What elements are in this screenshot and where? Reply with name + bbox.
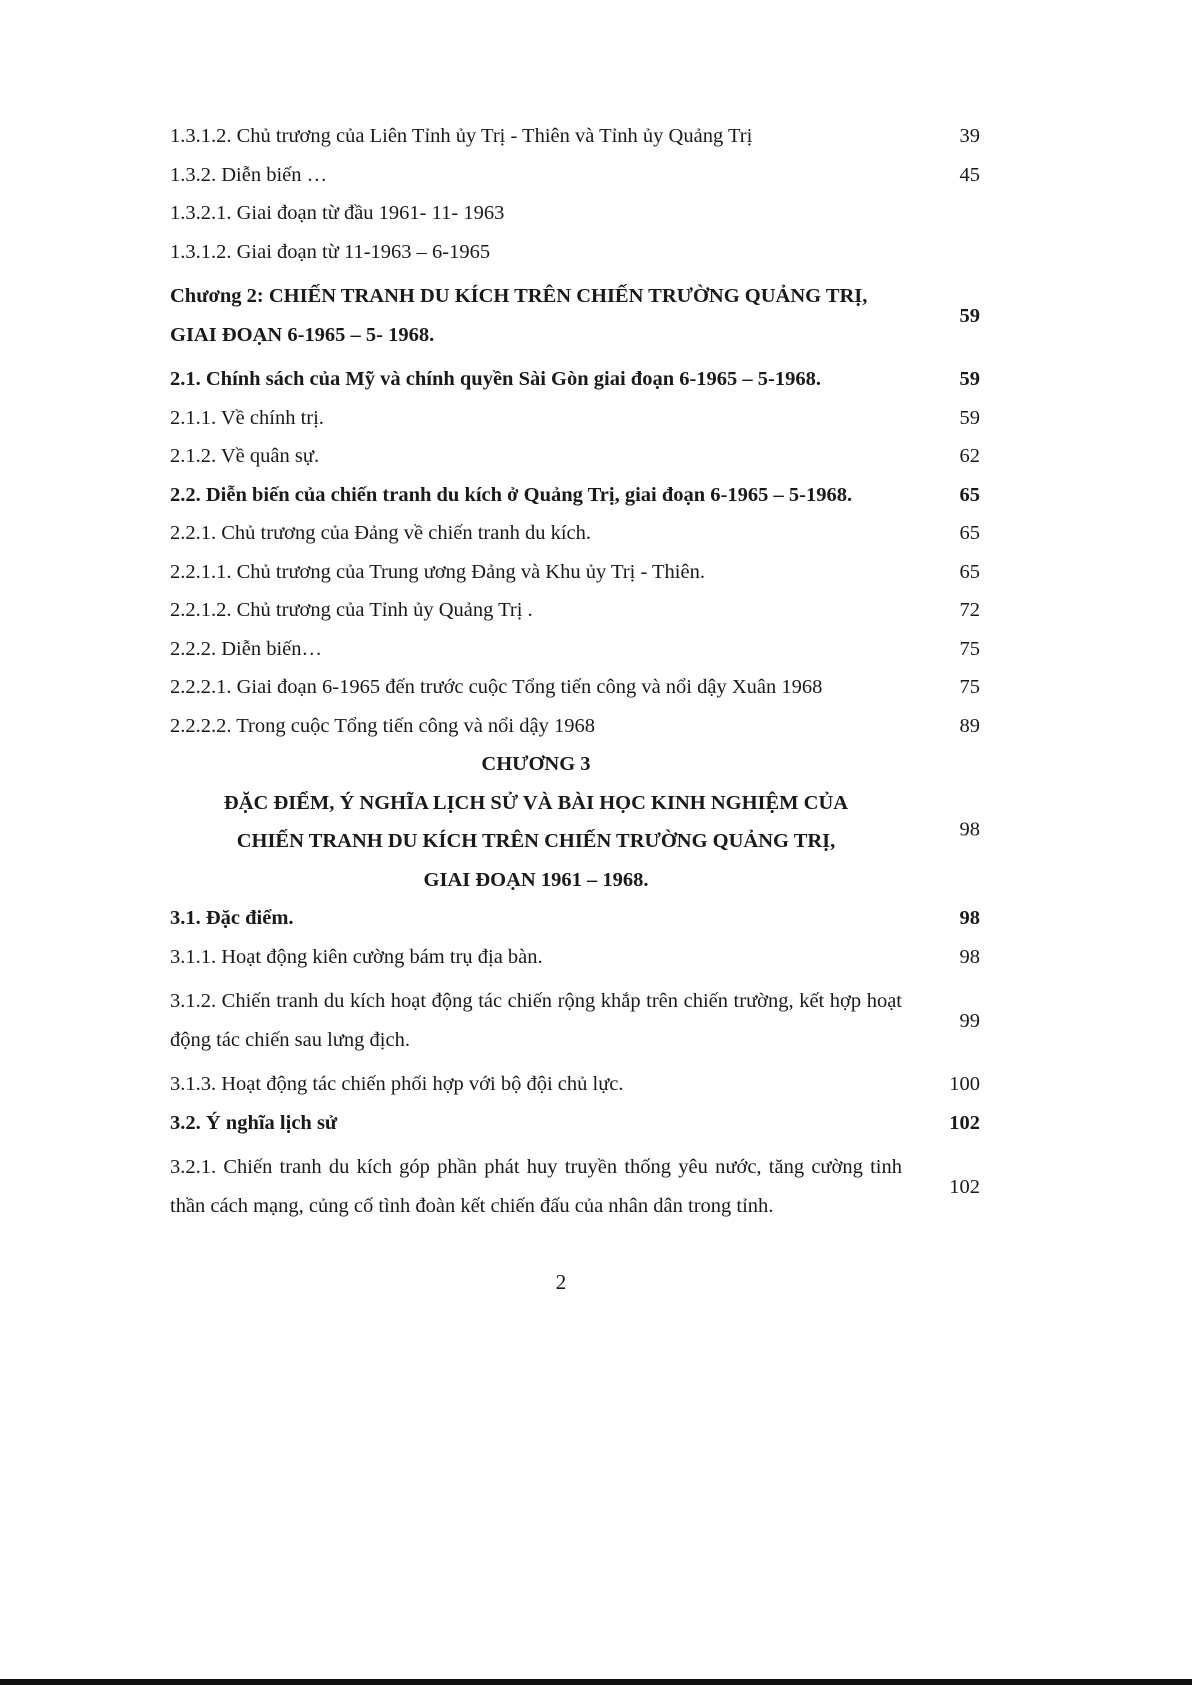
toc-entry	[170, 233, 980, 272]
toc-entry-text: 2.1. Chính sách của Mỹ và chính quyền Sài Gòn giai đoạn 6-1965 – 5-1968.	[170, 368, 821, 391]
toc-entry-text: 2.2.2.2. Trong cuộc Tổng tiến công và nổi dậy 1968	[170, 714, 595, 737]
toc-entry	[170, 938, 980, 977]
toc-entry	[170, 399, 980, 438]
toc-entry-page: 89	[959, 714, 980, 737]
toc-entry-page: 65	[959, 522, 980, 545]
toc-entry	[170, 707, 980, 746]
toc-entry-page: 75	[959, 637, 980, 660]
toc-entry	[170, 668, 980, 707]
toc-entry-text: 3.2. Ý nghĩa lịch sử	[170, 1111, 338, 1134]
toc-entry-text: 3.2.1. Chiến tranh du kích góp phần phát huy truyền thống yêu nước, tăng cường tinh thần cách mạng, củng cố tình đoàn kết chiến đấu của nhân dân trong tỉnh.	[170, 1156, 902, 1217]
toc-entry-page: 59	[959, 368, 980, 391]
toc-entry-page: 45	[959, 163, 980, 186]
toc-entry-page: 62	[959, 445, 980, 468]
toc-entry-text: 2.1.2. Về quân sự.	[170, 445, 320, 468]
toc-entry-page: 98	[959, 945, 980, 968]
toc-entry-page: 59	[959, 304, 980, 327]
toc-section	[170, 1104, 980, 1143]
chapter-3-title	[170, 784, 980, 900]
toc-entry-text: 3.1.2. Chiến tranh du kích hoạt động tác chiến rộng khắp trên chiến trường, kết hợp hoạt động tác chiến sau lưng địch.	[170, 990, 902, 1051]
toc-section	[170, 360, 980, 399]
toc-entry	[170, 553, 980, 592]
toc-entry	[170, 591, 980, 630]
toc-entry-text: 3.1.1. Hoạt động kiên cường bám trụ địa bàn.	[170, 945, 543, 968]
toc-entry-text: 2.2.1.2. Chủ trương của Tỉnh ủy Quảng Trị .	[170, 599, 533, 622]
toc-entry-text: 2.2.2. Diễn biến…	[170, 637, 323, 660]
toc-section	[170, 899, 980, 938]
toc-entry-text: 2.2.2.1. Giai đoạn 6-1965 đến trước cuộc Tổng tiến công và nổi dậy Xuân 1968	[170, 676, 823, 699]
toc-entry	[170, 1142, 980, 1231]
toc-entry-page: 59	[959, 406, 980, 429]
toc-entry-page: 100	[949, 1073, 980, 1096]
toc-entry-text: 3.1. Đặc điểm.	[170, 907, 294, 930]
toc-entry-page: 99	[959, 1009, 980, 1032]
toc-entry	[170, 117, 980, 156]
toc-entry-text: 3.1.3. Hoạt động tác chiến phối hợp với bộ đội chủ lực.	[170, 1073, 624, 1096]
toc-entry-page: 98	[959, 818, 980, 841]
table-of-contents	[170, 117, 980, 1231]
toc-entry-text: 2.2.1. Chủ trương của Đảng về chiến tranh du kích.	[170, 522, 592, 545]
toc-section	[170, 476, 980, 515]
toc-entry	[170, 194, 980, 233]
toc-chapter-2	[170, 271, 980, 360]
toc-entry-page: 72	[959, 599, 980, 622]
toc-entry-text: 2.2.1.1. Chủ trương của Trung ương Đảng và Khu ủy Trị - Thiên.	[170, 560, 705, 583]
toc-entry-page: 102	[949, 1111, 980, 1134]
toc-entry	[170, 976, 980, 1065]
toc-entry	[170, 437, 980, 476]
toc-entry-text: 1.3.2. Diễn biến …	[170, 163, 328, 186]
toc-entry-text: 2.2. Diễn biến của chiến tranh du kích ở Quảng Trị, giai đoạn 6-1965 – 5-1968.	[170, 483, 853, 506]
chapter-3-title-line: CHIẾN TRANH DU KÍCH TRÊN CHIẾN TRƯỜNG QUẢNG TRỊ,	[236, 830, 836, 852]
page-number: 2	[555, 1270, 567, 1294]
toc-entry	[170, 1065, 980, 1104]
toc-entry	[170, 630, 980, 669]
toc-entry	[170, 156, 980, 195]
toc-entry-page: 39	[959, 125, 980, 148]
chapter-3-heading: CHƯƠNG 3	[481, 753, 591, 775]
toc-entry-text: 1.3.1.2. Chủ trương của Liên Tỉnh ủy Trị - Thiên và Tỉnh ủy Quảng Trị	[170, 125, 753, 148]
toc-entry	[170, 514, 980, 553]
toc-entry-page: 102	[949, 1175, 980, 1198]
toc-entry-page: 65	[959, 560, 980, 583]
bottom-border	[0, 1679, 1192, 1685]
toc-entry-text: 1.3.2.1. Giai đoạn từ đầu 1961- 11- 1963	[170, 202, 505, 225]
toc-entry-page: 65	[959, 483, 980, 506]
chapter-3-title-line: ĐẶC ĐIỂM, Ý NGHĨA LỊCH SỬ VÀ BÀI HỌC KINH NGHIỆM CỦA	[223, 791, 849, 814]
toc-entry-page: 98	[959, 907, 980, 930]
toc-entry-text: 2.1.1. Về chính trị.	[170, 406, 324, 429]
toc-entry-text: Chương 2: CHIẾN TRANH DU KÍCH TRÊN CHIẾN TRƯỜNG QUẢNG TRỊ, GIAI ĐOẠN 6-1965 – 5- 1968.	[170, 285, 868, 346]
toc-entry-page: 75	[959, 676, 980, 699]
toc-entry-text: 1.3.1.2. Giai đoạn từ 11-1963 – 6-1965	[170, 240, 491, 263]
chapter-3-title-line: GIAI ĐOẠN 1961 – 1968.	[423, 868, 649, 891]
